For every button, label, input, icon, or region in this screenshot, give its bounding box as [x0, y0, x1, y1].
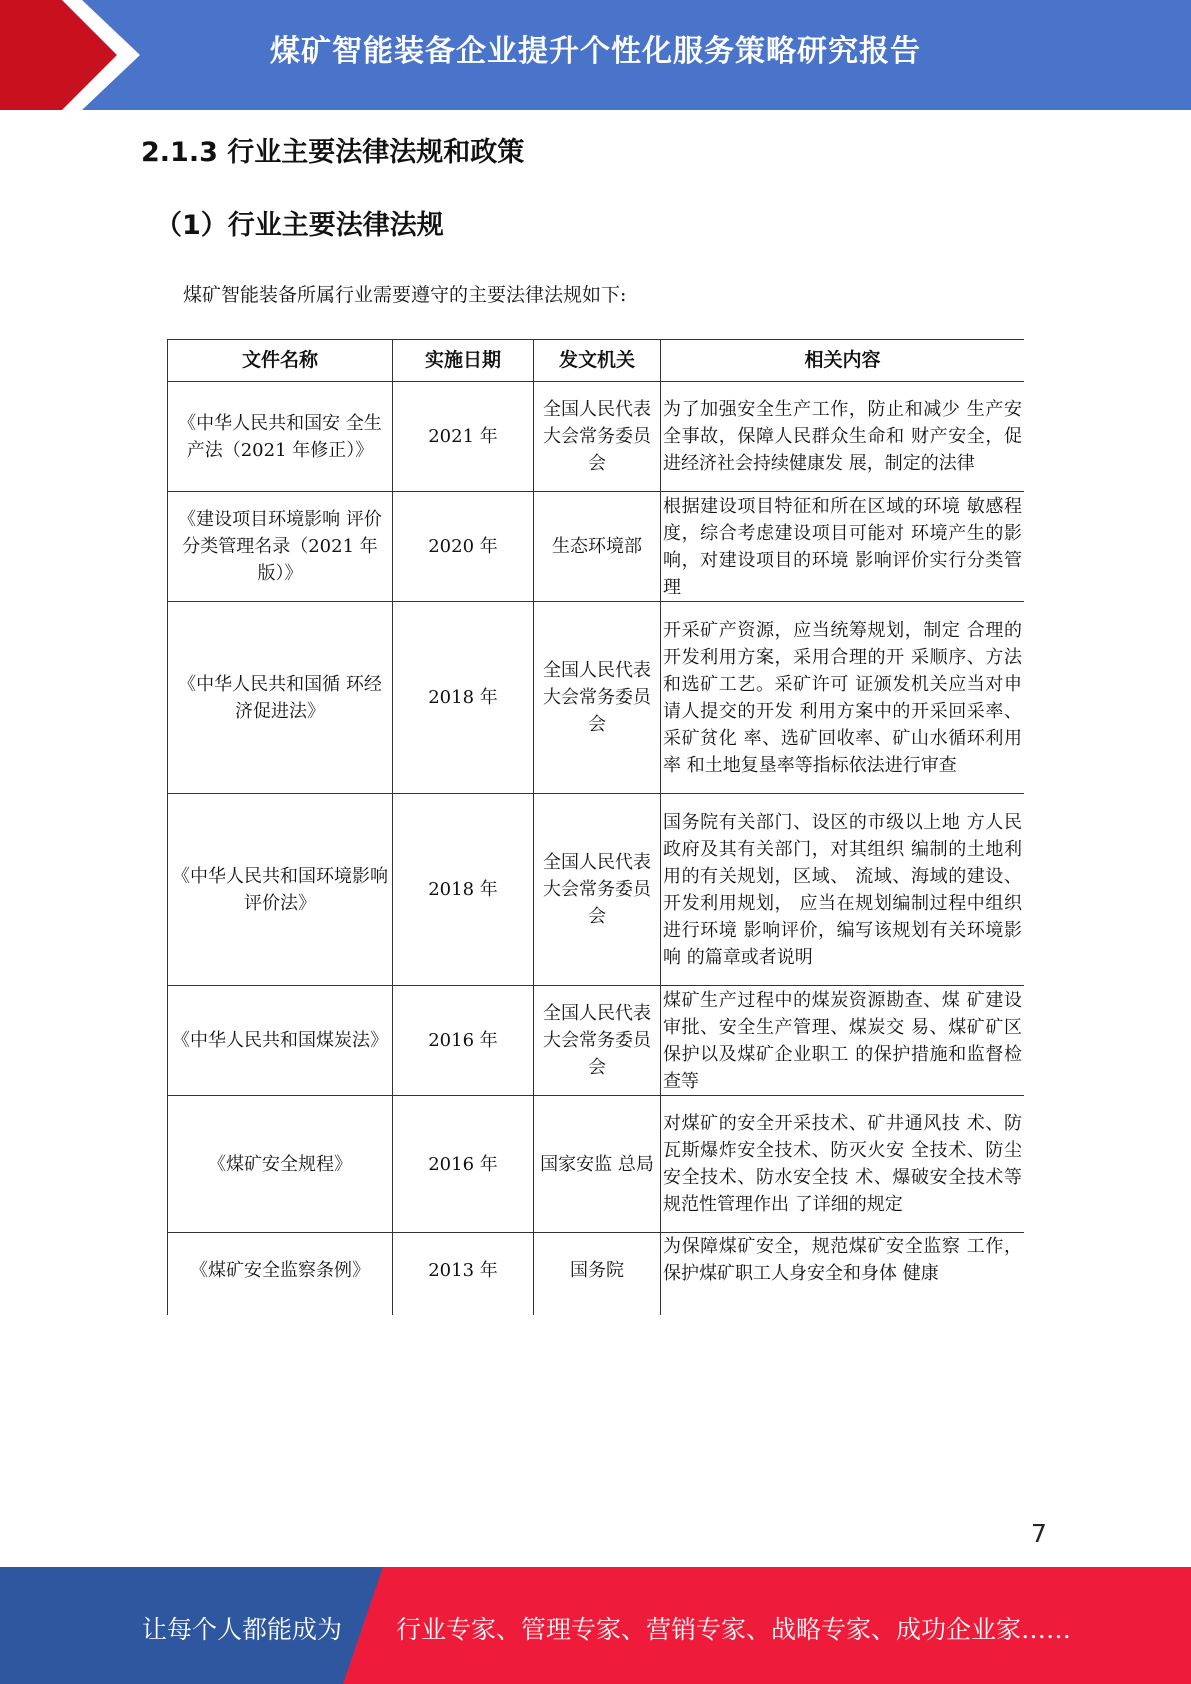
- cell-related-content: 煤矿生产过程中的煤炭资源勘查、煤 矿建设审批、安全生产管理、煤炭交 易、煤矿矿区保护以及煤矿企业职工 的保护措施和监督检查等: [661, 986, 1025, 1096]
- page-header: [0, 0, 1191, 110]
- table-row: [168, 1096, 1025, 1233]
- cell-effective-date: 2018 年: [393, 602, 534, 794]
- cell-file-name: 《煤矿安全监察条例》: [168, 1233, 393, 1316]
- table-row: [168, 986, 1025, 1096]
- laws-table-container: [167, 339, 1024, 1315]
- header-effective-date: 实施日期: [393, 340, 534, 382]
- cell-issuing-authority: 全国人民代表大会常务委员会: [534, 986, 661, 1096]
- cell-file-name: 《中华人民共和国安 全生产法（2021 年修正）》: [168, 382, 393, 492]
- cell-effective-date: 2013 年: [393, 1233, 534, 1316]
- cell-file-name: 《中华人民共和国环境影响评价法》: [168, 794, 393, 986]
- cell-file-name: 《中华人民共和国循 环经济促进法》: [168, 602, 393, 794]
- cell-issuing-authority: 国家安监 总局: [534, 1096, 661, 1233]
- table-header-row: [168, 340, 1025, 382]
- report-title: 煤矿智能装备企业提升个性化服务策略研究报告: [270, 34, 921, 69]
- table-row: [168, 492, 1025, 602]
- cell-related-content: 为保障煤矿安全，规范煤矿安全监察 工作，保护煤矿职工人身安全和身体 健康: [661, 1233, 1025, 1316]
- table-row: [168, 794, 1025, 986]
- cell-file-name: 《建设项目环境影响 评价分类管理名录（2021 年版）》: [168, 492, 393, 602]
- page-footer: [0, 1567, 1191, 1684]
- cell-effective-date: 2016 年: [393, 986, 534, 1096]
- cell-issuing-authority: 生态环境部: [534, 492, 661, 602]
- cell-issuing-authority: 全国人民代表大会常务委员会: [534, 602, 661, 794]
- header-issuing-authority: 发文机关: [534, 340, 661, 382]
- cell-file-name: 《煤矿安全规程》: [168, 1096, 393, 1233]
- subsection-heading: （1）行业主要法律法规: [155, 210, 444, 241]
- cell-effective-date: 2020 年: [393, 492, 534, 602]
- header-file-name: 文件名称: [168, 340, 393, 382]
- cell-related-content: 对煤矿的安全开采技术、矿井通风技 术、防瓦斯爆炸安全技术、防灭火安 全技术、防尘安全技术、防水安全技 术、爆破安全技术等规范性管理作出 了详细的规定: [661, 1096, 1025, 1233]
- header-related-content: 相关内容: [661, 340, 1025, 382]
- laws-table: [167, 339, 1024, 1315]
- table-row: [168, 602, 1025, 794]
- footer-slogan-left: 让每个人都能成为: [142, 1615, 343, 1644]
- cell-related-content: 根据建设项目特征和所在区域的环境 敏感程度，综合考虑建设项目可能对 环境产生的影响，对建设项目的环境 影响评价实行分类管理: [661, 492, 1025, 602]
- cell-related-content: 为了加强安全生产工作，防止和减少 生产安全事故，保障人民群众生命和 财产安全，促进经济社会持续健康发 展，制定的法律: [661, 382, 1025, 492]
- cell-effective-date: 2016 年: [393, 1096, 534, 1233]
- cell-related-content: 国务院有关部门、设区的市级以上地 方人民政府及其有关部门，对其组织 编制的土地利用的有关规划，区域、 流域、海域的建设、开发利用规划， 应当在规划编制过程中组织进行环境 影响评价，编写该规划有关环境影响 的篇章或者说明: [661, 794, 1025, 986]
- table-row: [168, 1233, 1025, 1316]
- cell-issuing-authority: 全国人民代表大会常务委员会: [534, 794, 661, 986]
- table-row: [168, 382, 1025, 492]
- arrow-chevron-icon: [0, 0, 160, 110]
- cell-file-name: 《中华人民共和国煤炭法》: [168, 986, 393, 1096]
- cell-effective-date: 2018 年: [393, 794, 534, 986]
- cell-related-content: 开采矿产资源，应当统筹规划，制定 合理的开发利用方案，采用合理的开 采顺序、方法和选矿工艺。采矿许可 证颁发机关应当对申请人提交的开发 利用方案中的开采回采率、采矿贫化 率、选矿回收率、矿山水循环利用率 和土地复垦率等指标依法进行审查: [661, 602, 1025, 794]
- cell-effective-date: 2021 年: [393, 382, 534, 492]
- cell-issuing-authority: 国务院: [534, 1233, 661, 1316]
- intro-paragraph: 煤矿智能装备所属行业需要遵守的主要法律法规如下:: [183, 284, 627, 306]
- section-heading: 2.1.3 行业主要法律法规和政策: [141, 137, 525, 168]
- page-number: 7: [1031, 1519, 1047, 1548]
- cell-issuing-authority: 全国人民代表大会常务委员会: [534, 382, 661, 492]
- footer-slogan-right: 行业专家、管理专家、营销专家、战略专家、成功企业家……: [396, 1615, 1072, 1644]
